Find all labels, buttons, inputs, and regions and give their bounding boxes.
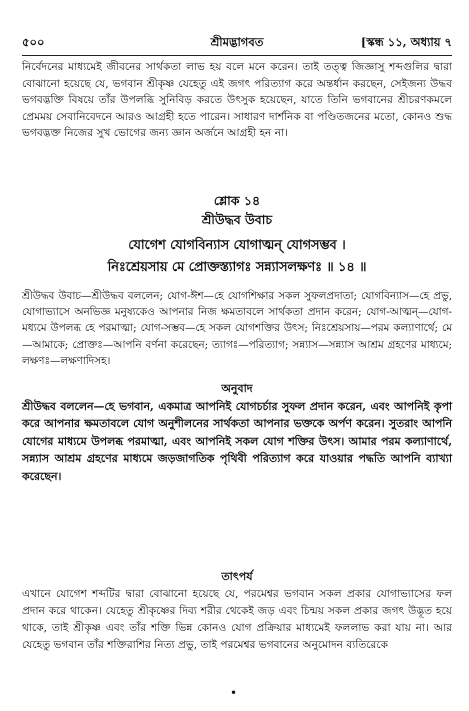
page-number: ৫০০	[22, 35, 45, 49]
purport-heading: তাৎপর্য	[221, 570, 253, 583]
purport-text: এখানে যোগেশ শব্দটির দ্বারা বোঝানো হয়েছে যে, পরমেশ্বর ভগবান সকল প্রকার যোগাভ্যাসের ফল প্রদান করে থাকেন। যেহেতু শ্রীকৃষ্ণের দিব্য শরীর থেকেই জড় এবং চিন্ময় সকল প্রকার জগৎ উদ্ভূত হয়ে থাকে, তাই শ্রীকৃষ্ণ এবং তাঁর শক্তি ভিন্ন কোনও যোগ প্রক্রিয়ার মাধ্যমেই ফললাভ করা যায় না। আর যেহেতু ভগবান তাঁর শক্তিরাশির নিত্য প্রভু, তাই পরমেশ্বর ভগবানের অনুমোদন ব্যতিরেকে	[22, 588, 452, 651]
header-rule	[22, 55, 452, 56]
translation-heading: অনুবাদ	[221, 382, 253, 395]
footer-mark: •	[230, 686, 238, 700]
verse-line-1: যোগেশ যোগবিন্যাস যোগাত্মন্ যোগসম্ভব ।	[128, 238, 346, 253]
intro-paragraph: নির্বেদনের মাধ্যমেই জীবনের সার্থকতা লাভ হয় বলে মনে করেন। তাই তত্ত্ব জিজ্ঞাসু শব্দগুলির দ্বারা বোঝানো হয়েছে যে, ভগবান শ্রীকৃষ্ণ যেহেতু এই জগৎ পরিত্যাগ করে অন্তর্ধান করছেন, সেইজন্য উদ্ধব ভগবদ্ভক্তি বিষয়ে তাঁর উপলব্ধি সুনিবিড় করতে উৎসুক হয়েছেন, যাতে তিনি ভগবানের শ্রীচরণকমলে প্রেমময় সেবানিবেদনে আরও আগ্রহী হতে পারেন। সাধারণ দার্শনিক বা পণ্ডিতজনের মতো, কোনও শুদ্ধ ভগবদ্ভক্ত নিজের সুখ ভোগের জন্য জ্ঞান অর্জনে আগ্রহী হন না।	[22, 61, 452, 140]
chapter-location: [স্কন্ধ ১১, অধ্যায় ৭	[360, 35, 452, 49]
verse-number: শ্লোক ১৪	[213, 193, 261, 208]
verse-line-2: নিঃশ্রেয়সায় মে প্রোক্তস্ত্যাগঃ সন্ন্যাসলক্ষণঃ ॥ ১৪ ॥	[107, 260, 367, 275]
verse-speaker: শ্রীউদ্ধব উবাচ	[201, 212, 273, 227]
page-header	[22, 34, 452, 52]
translation-text: শ্রীউদ্ধব বললেন—হে ভগবান, একমাত্র আপনিই যোগচর্চার সুফল প্রদান করেন, এবং আপনিই কৃপা করে আপনার ক্ষমতাবলে যোগ অনুশীলনের সার্থকতা আপনার ভক্তকে অর্পণ করেন। সুতরাং আপনি যোগের মাধ্যমে উপলব্ধ পরমাত্মা, এবং আপনিই সকল যোগ শক্তির উৎস। আমার পরম কল্যাণার্থে, সন্ন্যাস আশ্রম গ্রহণের মাধ্যমে জড়জাগতিক পৃথিবী পরিত্যাগ করে যাওয়ার পদ্ধতি আপনি ব্যাখ্যা করেছেন।	[22, 400, 452, 483]
book-title: শ্রীমদ্ভাগবত	[210, 35, 264, 49]
word-synonyms: শ্রীউদ্ধব উবাচ—শ্রীউদ্ধব বললেন; যোগ-ঈশ—হে যোগশিক্ষার সকল সুফলপ্রদাতা; যোগবিন্যাস—হে প্রভু, যোগাভ্যাসে অনভিজ্ঞ মনুষ্যকেও আপনার নিজ ক্ষমতাবলে সার্থকতা প্রদান করেন; যোগ-আত্মন্—যোগ-মধ্যমে উপলব্ধ হে পরমাত্মা; যোগ-সম্ভব—হে সকল যোগশক্তির উৎস; নিঃশ্রেয়সায়—পরম কল্যাণার্থে; মে—আমাকে; প্রোক্তঃ—আপনি বর্ণনা করেছেন; ত্যাগঃ—পরিত্যাগ; সন্ন্যাস—সন্ন্যাস আশ্রম গ্রহণের মাধ্যমে; লক্ষণঃ—লক্ষণাদিসহ।	[22, 290, 452, 367]
